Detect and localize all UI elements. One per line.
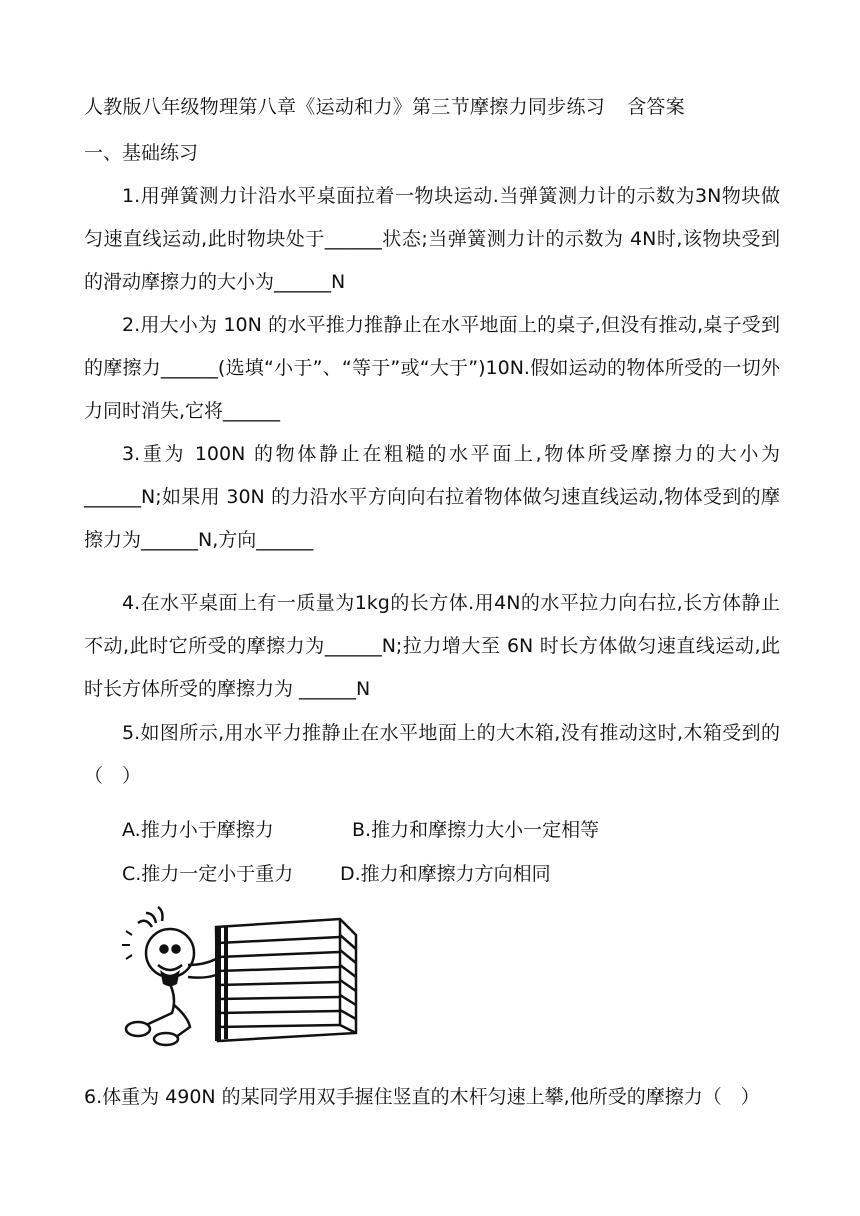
question-6-text: 6.体重为 490N 的某同学用双手握住竖直的木杆匀速上攀,他所受的摩擦力（ ） <box>84 1086 760 1108</box>
question-6 <box>84 1076 784 1119</box>
question-2-text: 2.用大小为 10N 的水平推力推静止在水平地面上的桌子,但没有推动,桌子受到的摩擦力______(选填“小于”、“等于”或“大于”)10N.假如运动的物体所受的一切外力同时消失,它将______ <box>84 314 780 422</box>
option-d: D.推力和摩擦力方向相同 <box>340 863 551 885</box>
question-3 <box>84 433 780 562</box>
wooden-crate <box>216 919 356 1041</box>
title-suffix: 含答案 <box>627 96 686 118</box>
question-1-text: 1.用弹簧测力计沿水平桌面拉着一物块运动.当弹簧测力计的示数为3N物块做匀速直线运动,此时物块处于______状态;当弹簧测力计的示数为 4N时,该物块受到的滑动摩擦力的大小为______N <box>84 185 780 293</box>
question-4 <box>84 582 780 711</box>
question-1 <box>84 175 780 304</box>
question-5 <box>84 712 780 798</box>
person-figure <box>122 907 216 1045</box>
title-main: 人教版八年级物理第八章《运动和力》第三节摩擦力同步练习 <box>84 96 606 118</box>
pushing-crate-illustration <box>118 905 368 1055</box>
question-4-text: 4.在水平桌面上有一质量为1kg的长方体.用4N的水平拉力向右拉,长方体静止不动,此时它所受的摩擦力为______N;拉力增大至 6N 时长方体做匀速直线运动,此时长方体所受的摩擦力为 ______N <box>84 592 780 700</box>
question-2 <box>84 304 780 433</box>
section-heading-basic: 一、基础练习 <box>84 142 199 164</box>
option-a: A.推力小于摩擦力 <box>122 819 274 841</box>
option-c: C.推力一定小于重力 <box>122 863 294 885</box>
option-b: B.推力和摩擦力大小一定相等 <box>352 819 600 841</box>
question-5-text: 5.如图所示,用水平力推静止在水平地面上的大木箱,没有推动这时,木箱受到的（ ） <box>84 722 780 787</box>
document-title <box>84 92 685 119</box>
question-3-text: 3.重为 100N 的物体静止在粗糙的水平面上,物体所受摩擦力的大小为______N;如果用 30N 的力沿水平方向向右拉着物体做匀速直线运动,物体受到的摩擦力为______N,方向______ <box>84 443 780 551</box>
